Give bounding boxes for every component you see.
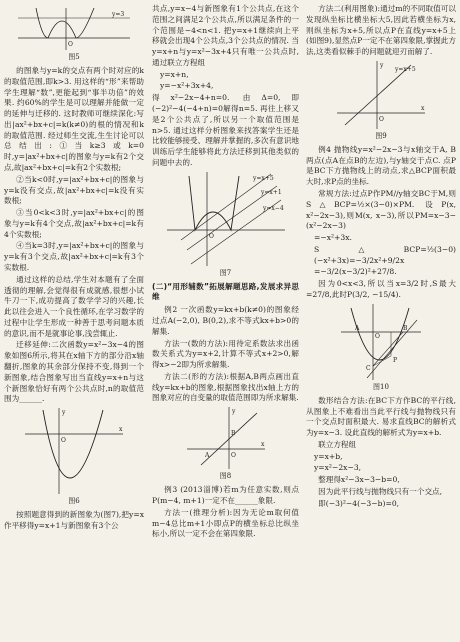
example-4-method-1: 常规方法:过点P作PM//y轴交BC于M,则S△BCP=½×(3−0)×PM. 设P(x, x²−2x−3),则M(x, x−3),所以PM=x−3−(x²−2x−3) bbox=[306, 188, 456, 231]
col2-paragraph-1: 共点,y=x−4与新图象有1个公共点,在这个范围之间满足2个公共点,所以满足条件的一个范围是−4<n<1. 把y=x+1继续向上平移就会出现4个公共点,3个公共点的情况. 当y=x+n与y=x²−3x+4只有唯一公共点时,通过联立方程组 bbox=[152, 4, 299, 67]
col3-step-1: 整理得x²−3x−3−b=0, bbox=[318, 475, 400, 485]
svg-text:x: x bbox=[421, 104, 425, 112]
example-4-step-3: =−3/2(x−3/2)²+27/8. bbox=[314, 267, 397, 277]
example-2-method-1: 方法一(数的方法):用待定系数法求出函数关系式为y=x+2,计算不等式x+2>0,解得x>−2即为所求解集. bbox=[152, 338, 299, 370]
example-3: 例3 (2013淄博)若m为任意实数,则点P(m−4, m+1)一定不在______象限. bbox=[152, 485, 299, 505]
svg-text:O: O bbox=[230, 452, 236, 460]
figure-6 bbox=[19, 406, 129, 496]
col3-step-3: 即(−3)²−4(−3−b)=0, bbox=[318, 498, 400, 508]
svg-text:O: O bbox=[375, 332, 380, 340]
example-4-conclusion: 因为0<x<3,所以当x=3/2时,S最大=27/8,此时P(3/2, −15/4). bbox=[306, 279, 456, 299]
example-4: 例4 抛物线y=x²−2x−3与x轴交于A, B两点(点A在点B的左边),与y轴交于点C. 点P是BC下方抛物线上的动点,求△BCP面积最大时,求P点的坐标. bbox=[306, 144, 456, 187]
fig7-caption: 图7 bbox=[219, 268, 232, 277]
example-4-step-1: =−x²+3x. bbox=[314, 233, 352, 243]
col2-system-line-2: y=−x²+3x+4, bbox=[160, 81, 214, 91]
col2-system-line-1: y=x+n, bbox=[160, 69, 189, 79]
svg-text:y: y bbox=[231, 408, 235, 416]
fig7-label-1: y=x+5 bbox=[252, 174, 274, 182]
col1-paragraph-7: 按照题意得到的新图象为(图7),把y=x作平移得y=x+1与新图象有3个公 bbox=[4, 510, 144, 530]
col1-paragraph-4: ④当k=3时,y=|ax²+bx+c|的图象与y=k有3个交点,故|ax²+bx+c|=k有3个实数根. bbox=[4, 241, 144, 272]
svg-text:y: y bbox=[62, 409, 66, 417]
col1-paragraph-1: 的图象与y=k的交点有两个时对应的k的取值范围,即k>3. 用这样的“形”来帮助学生理解“数”,更能起到“事半功倍”的效果. 约60%的学生是可以理解并能做一定的延伸与迁移的. 这时教师可继续深化:写出|ax²+bx+c|=k(k≠0)的根的情况和k的取值范围. 经过师生交流,生生讨论可以总结出:①当k≥3或k=0时,y=|ax²+bx+c|的图象与y=k有2个交点,故|ax²+bx+c|=k有2个实数根; bbox=[4, 65, 144, 172]
example-4-step-2: S△BCP=½(3−0)(−x²+3x)=−3/2x²+9/2x bbox=[314, 244, 456, 265]
col3-system-line-1: y=x+b, bbox=[314, 451, 343, 461]
section-title: (二)“用形辅数”拓展解题思路,发展求异思维 bbox=[152, 281, 299, 302]
column-1 bbox=[4, 4, 144, 533]
col2-paragraph-1b: 得x²−2x−4+n=0. 由Δ=0,即(−2)²−4(−4+n)=0解得n=5. 再往上移又是2个公共点了,所以另一个取值范围是n>5. 通过这样分析图象来找答案学生还是比较能够接受、理解并掌握的,多次有意识地训练后学生能够将此方法迁移到其他类似的问题中去的. bbox=[152, 93, 299, 167]
fig8-caption: 图8 bbox=[219, 472, 232, 481]
fig9-line-label: y=x+5 bbox=[395, 65, 416, 73]
col3-system-line-2: y=x²−2x−3, bbox=[314, 463, 362, 473]
svg-text:C: C bbox=[366, 364, 371, 372]
svg-text:P: P bbox=[393, 356, 398, 364]
figure-8 bbox=[181, 405, 271, 471]
example-4-method-2: 数形结合方法:在BC下方作BC的平行线,从图象上不难看出当此平行线与抛物线只有一个交点时面积最大. 易求直线BC的解析式为y=x−3. 设此直线的解析式为y=x+b. bbox=[306, 395, 456, 438]
example-2-method-2: 方法二(形的方法):根据A,B两点画出直线y=kx+b的图象,根据图象找出x轴上方的图象对应的自变量的取值范围即为所求解集. bbox=[152, 371, 299, 403]
figure-9 bbox=[331, 59, 431, 131]
example-3-method-2: 方法二(利用图象):通过m的不同取值可以发现纵坐标比横坐标大5,因此若横坐标为x,则纵坐标为x+5,所以点P在直线y=x+5上(如图9),显然点P一定不在第四象限,掌握此方法,这类看似棘手的问题就迎刃而解了. bbox=[306, 4, 456, 57]
svg-text:x: x bbox=[260, 441, 264, 449]
svg-text:O: O bbox=[68, 41, 73, 48]
svg-text:A: A bbox=[204, 452, 209, 460]
column-3 bbox=[306, 4, 456, 511]
fig9-caption: 图9 bbox=[375, 131, 387, 140]
example-4-system-intro: 联立方程组 bbox=[318, 439, 357, 449]
example-2: 例2 一次函数y=kx+b(k≠0)的图象经过点A(−2,0), B(0,2),求不等式kx+b>0的解集. bbox=[152, 305, 299, 336]
fig10-caption: 图10 bbox=[373, 382, 389, 391]
column-2 bbox=[152, 4, 299, 541]
fig5-caption: 图5 bbox=[68, 53, 80, 61]
svg-text:A: A bbox=[355, 324, 360, 332]
col1-paragraph-6: 迁移延伸:二次函数y=x²−3x−4的图象如图6所示,将其在x轴下方的部分沿x轴翻折,图象的其余部分保持不变,得到一个新图象,结合图象写出当直线y=x+n与这个新图象恰好有两个公共点时,n的取值范围为______. bbox=[4, 340, 144, 404]
col1-paragraph-5: 通过这样的总结,学生对本题有了全面透彻的理解,会觉得很有成就感,很想小试牛刀一下,成功提高了数学学习的兴趣,长此以往会进入一个良性循环,在学习数学的过程中让学生形成一种善于思考问题本质的意识,而不是就事论事,浅尝辄止. bbox=[4, 274, 144, 338]
figure-7 bbox=[161, 170, 291, 268]
example-3-method-1: 方法一(推理分析):因为无论m取何值m−4总比m+1小即点P的横坐标总比纵坐标小,所以一定不会在第四象限. bbox=[152, 507, 299, 539]
col1-paragraph-2: ②当k<0时,y=|ax²+bx+c|的图象与y=k没有交点,故|ax²+bx+c|=k没有实数根; bbox=[4, 174, 144, 206]
figure-5 bbox=[14, 4, 134, 52]
fig7-label-3: y=x−4 bbox=[262, 204, 284, 212]
svg-text:O: O bbox=[379, 115, 384, 123]
svg-text:x: x bbox=[119, 426, 123, 434]
fig5-line-label: y=3 bbox=[112, 11, 125, 18]
fig7-label-2: y=x+1 bbox=[260, 188, 282, 196]
col3-step-2: 因为此平行线与抛物线只有一个交点, bbox=[318, 486, 443, 496]
svg-text:y: y bbox=[380, 61, 384, 69]
svg-text:B: B bbox=[403, 324, 408, 332]
svg-text:O: O bbox=[61, 437, 66, 445]
col1-paragraph-3: ③当0<k<3时,y=|ax²+bx+c|的图象与y=k有4个交点,故|ax²+bx+c|=k有4个实数根; bbox=[4, 208, 144, 239]
figure-10 bbox=[337, 302, 425, 382]
svg-text:O: O bbox=[208, 232, 214, 240]
fig6-caption: 图6 bbox=[68, 497, 80, 506]
svg-text:B: B bbox=[230, 430, 235, 438]
